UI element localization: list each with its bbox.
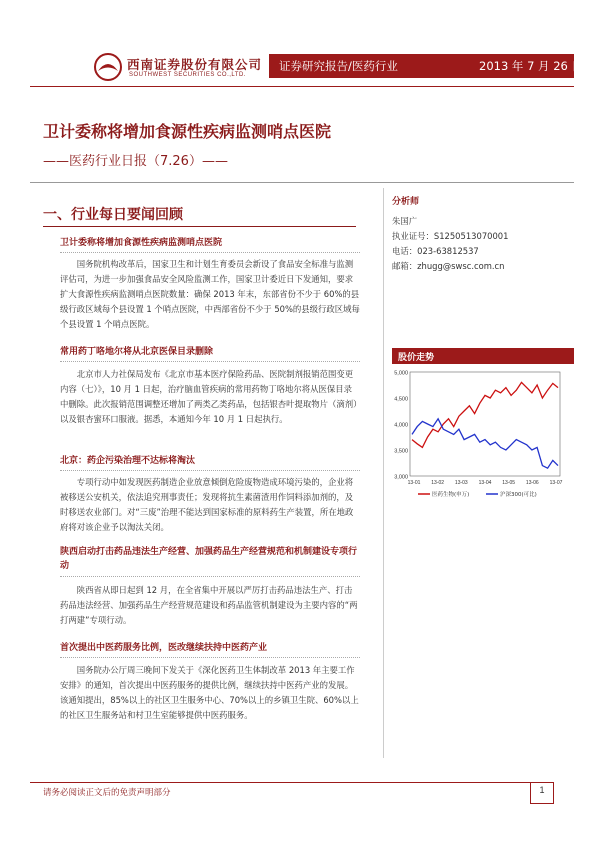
news-rule <box>60 657 360 658</box>
x-tick-label: 13-03 <box>454 480 468 486</box>
page-number: 1 <box>539 785 545 795</box>
company-logo-icon <box>93 52 123 82</box>
x-tick-label: 13-02 <box>431 480 445 486</box>
analyst-name: 朱国广 <box>392 216 418 226</box>
legend-label: 医药生物(申万) <box>432 492 470 498</box>
news-body: 国务院机构改革后，国家卫生和计划生育委员会新设了食品安全标准与监测评估司，为进一步加强食品安全风险监测工作，国家卫计委近日下发通知，要求扩大食源性疾病监测哨点医院数量：确保 2013 年末，东部省份不少于 60%的县级行政区域每个县设置 1 个哨点医院，中西部省份不少于 50%的县级行政区域每个县设置 1 个哨点医院。 <box>60 259 360 329</box>
news-heading: 首次提出中医药服务比例，医改继续扶持中医药产业 <box>60 643 268 653</box>
news-heading: 常用药丁咯地尔将从北京医保目录删除 <box>60 347 214 357</box>
news-body: 专项行动中如发现医药制造企业放意倾倒危险废物造成环境污染的，企业将被移送公安机关，依法追究刑事责任；发现将抗生素菌渣用作饲料添加剂的，及时移送农业部门。对“三废”治理不能达到国家标准的原料药生产装置，所在地政府将对该企业予以淘汰关闭。 <box>60 477 354 532</box>
company-name-en: SOUTHWEST SECURITIES CO.,LTD. <box>129 72 246 78</box>
y-tick-label: 3,500 <box>394 448 408 455</box>
report-subtitle: ——医药行业日报（7.26）—— <box>43 154 228 169</box>
legend-label: 沪深300(可比) <box>500 492 537 498</box>
news-body: 北京市人力社保局发布《北京市基本医疗保险药品、医院制剂报销范围变更内容（七）》，10 月 1 日起，治疗脑血管疾病的常用药物丁咯地尔将从医保目录中删除。此次报销范围调整还增加了两类乙类药品，包括银杏叶提取物片（滴剂）以及银杏蜜环口服液。据悉，本通知今年 10 月 1 日起执行。 <box>60 369 358 424</box>
y-tick-label: 4,000 <box>394 422 408 429</box>
news-heading: 北京：药企污染治理不达标将淘汰 <box>60 456 196 466</box>
news-body: 陕西省从即日起到 12 月，在全省集中开展以严厉打击药品违法生产、打击药品违法经营、加强药品生产经营规范建设和药品监管机制建设为主要内容的“两打两建”专项行动。 <box>60 585 358 625</box>
report-type: 证券研究报告/医药行业 <box>279 59 398 73</box>
header-divider <box>30 86 574 87</box>
news-body: 国务院办公厅周三晚间下发关于《深化医药卫生体制改革 2013 年主要工作安排》的通知，首次提出中医药服务的提供比例，继续扶持中医药产业的发展。该通知提出，85%以上的社区卫生服务中心、70%以上的乡镇卫生院、60%以上的社区卫生服务站和村卫生室能够提供中医药服务。 <box>60 665 359 720</box>
section-rule <box>43 226 356 227</box>
series-line-2 <box>412 419 558 468</box>
analyst-email[interactable]: 邮箱：zhugg@swsc.com.cn <box>392 261 505 271</box>
analyst-heading: 分析师 <box>392 197 420 207</box>
title-divider <box>30 182 574 183</box>
x-tick-label: 13-07 <box>549 480 563 486</box>
news-heading: 陕西启动打击药品违法生产经营、加强药品生产经营规范和机制建设专项行动 <box>60 547 358 571</box>
series-line-1 <box>412 382 558 447</box>
y-tick-label: 4,500 <box>394 396 408 403</box>
x-tick-label: 13-05 <box>502 480 516 486</box>
analyst-license: 执业证号：S1250513070001 <box>392 231 509 241</box>
footer-divider <box>30 782 530 783</box>
analyst-phone: 电话：023-63812537 <box>392 246 479 256</box>
y-tick-label: 5,000 <box>394 370 408 377</box>
report-date: 2013 年 7 月 26 日 <box>479 59 583 73</box>
disclaimer: 请务必阅读正文后的免责声明部分 <box>43 788 171 798</box>
report-title: 卫计委称将增加食源性疾病监测哨点医院 <box>43 122 332 141</box>
company-name-cn: 西南证券股份有限公司 <box>127 57 263 72</box>
news-rule <box>60 576 360 577</box>
section-title: 一、行业每日要闻回顾 <box>43 207 183 223</box>
x-tick-label: 13-01 <box>407 480 421 486</box>
news-rule <box>60 252 360 253</box>
news-heading: 卫计委称将增加食源性疾病监测哨点医院 <box>60 238 223 248</box>
column-separator <box>383 188 384 758</box>
chart-heading: 股价走势 <box>398 353 435 363</box>
x-tick-label: 13-04 <box>478 480 492 486</box>
stock-price-chart <box>385 366 575 506</box>
news-rule <box>60 361 360 362</box>
y-tick-label: 3,000 <box>394 474 408 481</box>
x-tick-label: 13-06 <box>525 480 539 486</box>
news-rule <box>60 470 360 471</box>
